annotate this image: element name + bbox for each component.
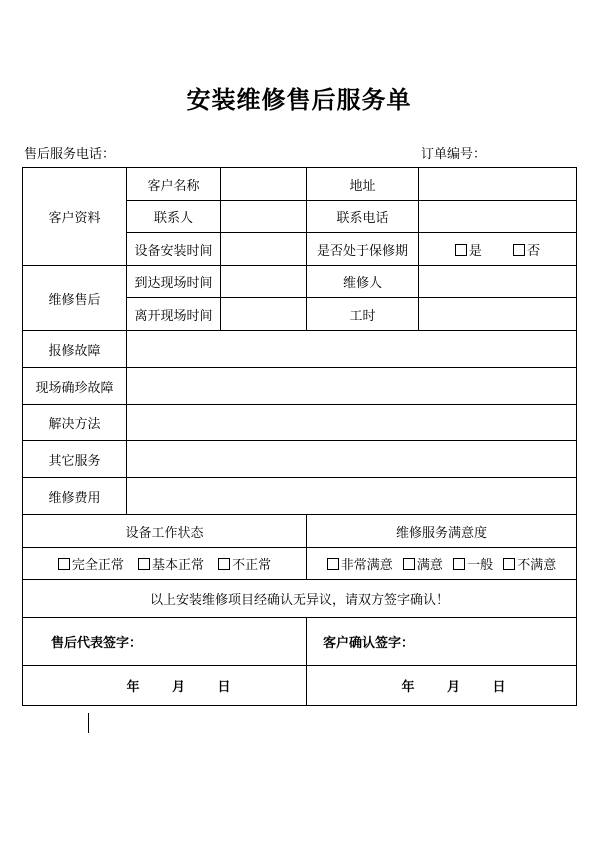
customer-date[interactable] [307,666,577,706]
reported-fault-field[interactable] [127,331,577,368]
satisfaction-option-very[interactable] [327,554,393,573]
customer-name-field[interactable] [221,168,307,201]
date-day: 日 [492,680,506,695]
date-year: 年 [401,680,415,695]
checkbox-icon [327,558,339,570]
leave-time-label: 离开现场时间 [127,298,221,331]
customer-signature-label[interactable]: 客户确认签字： [307,618,577,666]
fee-field[interactable] [127,478,577,515]
warranty-yes-label: 是 [468,243,482,259]
reported-fault-label: 报修故障 [23,331,127,368]
hours-field[interactable] [419,298,577,331]
technician-label: 维修人 [307,266,419,298]
checkbox-icon [513,244,525,256]
date-month: 月 [446,680,460,695]
address-field[interactable] [419,168,577,201]
contact-label: 联系人 [127,201,221,233]
equipment-status-label: 设备工作状态 [23,515,307,548]
order-no-label: 订单编号： [421,147,487,162]
checkbox-icon [403,558,415,570]
hours-label: 工时 [307,298,419,331]
equipment-status-options [23,548,307,580]
leave-time-field[interactable] [221,298,307,331]
customer-name-label: 客户名称 [127,168,221,201]
status-option-normal[interactable] [58,554,124,573]
satisfaction-option-satisfied[interactable] [403,554,443,573]
phone-field[interactable] [419,201,577,233]
warranty-yes-option[interactable] [455,240,482,259]
warranty-options [419,233,577,266]
satisfaction-options [307,548,577,580]
diagnosed-fault-label: 现场确珍故障 [23,368,127,405]
install-time-field[interactable] [221,233,307,266]
service-form-table [22,167,577,706]
service-phone-label: 售后服务电话： [24,147,116,162]
warranty-no-label: 否 [527,243,541,259]
checkbox-icon [503,558,515,570]
solution-field[interactable] [127,405,577,441]
warranty-no-option[interactable] [513,240,540,259]
repair-section-label: 维修售后 [23,266,127,331]
satisfaction-option-average[interactable] [453,554,493,573]
text-cursor [88,713,89,733]
option-label: 满意 [416,558,443,573]
checkbox-icon [58,558,70,570]
checkbox-icon [138,558,150,570]
date-day: 日 [217,680,231,695]
technician-field[interactable] [419,266,577,298]
status-option-abnormal[interactable] [218,554,271,573]
checkbox-icon [455,244,467,256]
satisfaction-option-unsatisfied[interactable] [503,554,556,573]
solution-label: 解决方法 [23,405,127,441]
option-label: 非常满意 [340,558,393,573]
phone-label: 联系电话 [307,201,419,233]
confirm-text: 以上安装维修项目经确认无异议，请双方签字确认！ [23,580,577,618]
date-year: 年 [126,680,140,695]
arrive-time-label: 到达现场时间 [127,266,221,298]
option-label: 不满意 [517,558,557,573]
option-label: 不正常 [232,558,272,573]
status-option-mostly-normal[interactable] [138,554,204,573]
warranty-label: 是否处于保修期 [307,233,419,266]
option-label: 一般 [467,558,494,573]
contact-field[interactable] [221,201,307,233]
customer-section-label: 客户资料 [23,168,127,266]
diagnosed-fault-field[interactable] [127,368,577,405]
other-service-field[interactable] [127,441,577,478]
option-label: 基本正常 [151,558,204,573]
satisfaction-label: 维修服务满意度 [307,515,577,548]
checkbox-icon [453,558,465,570]
rep-signature-label[interactable]: 售后代表签字： [23,618,307,666]
other-service-label: 其它服务 [23,441,127,478]
date-month: 月 [171,680,185,695]
checkbox-icon [218,558,230,570]
install-time-label: 设备安装时间 [127,233,221,266]
rep-date[interactable] [23,666,307,706]
option-label: 完全正常 [71,558,124,573]
fee-label: 维修费用 [23,478,127,515]
form-title: 安装维修售后服务单 [186,86,412,114]
address-label: 地址 [307,168,419,201]
arrive-time-field[interactable] [221,266,307,298]
